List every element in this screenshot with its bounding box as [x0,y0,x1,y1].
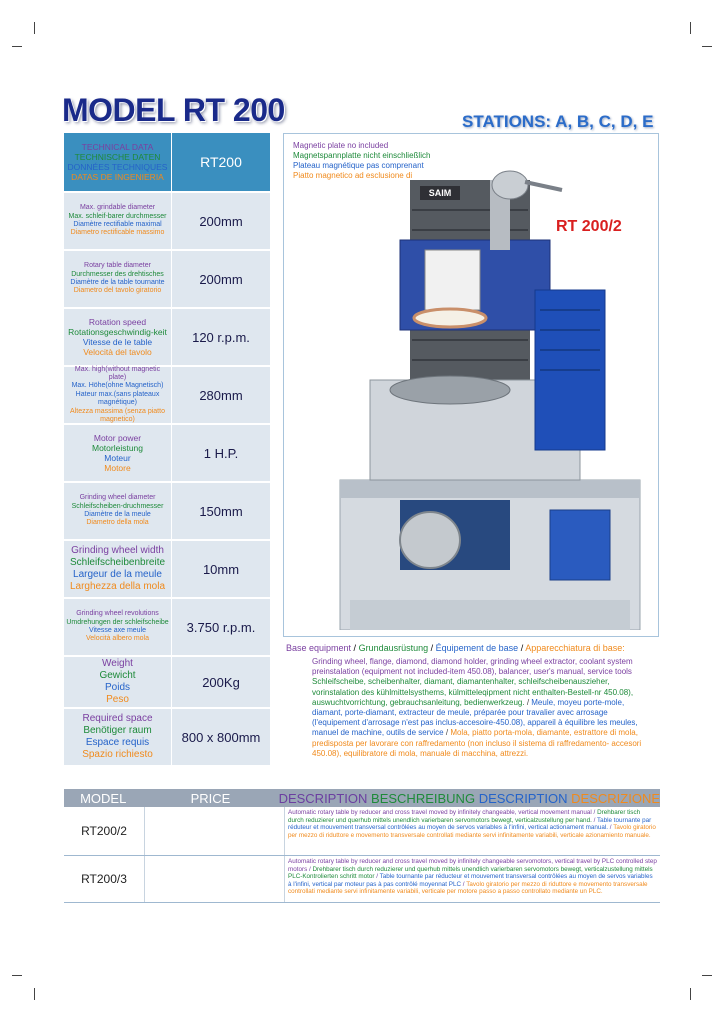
crop-mark [34,22,35,34]
spec-row [64,309,270,365]
stations-heading: STATIONS: A, B, C, D, E [462,112,654,131]
spec-row [64,657,270,707]
base-equipment-text: Grinding wheel, flange, diamond, diamond holder, grinding wheel extractor, coolant system preinstalation (equipment not included-item 450.08), balancer, user's manual, service tools Schleifscheibe, scheibenhalter, diamant, diamantenhalter, schleifscheibenauszieher, vorinstalation des kühlmittelsysthems, külmitteleqipment nicht enthalten-Bestell-nr 450.08), auswuchtvorrichtung, gebrauchsanleitung, bedienwerkzeug. / Meule, moyeu porte-mole, diamant, porte-diamant, extracteur de meule, préparée pour travalier avec arrosage (l'equipement d'arrosage n'est pas inclus-accesoire-450.08), appareil à équilibre les meules, manuel de machine, outils de service / Mola, piatto porta-mola, diamante, estrattore di mola, predisposta per lavorare con raffredamento (non incluso il sistema di raffredamento- accesori 450.08), equilibratore di mola, manuale di macchina, attrezzi. [312,657,642,758]
price-table [64,789,660,903]
row-description: Automatic rotary table by reducer and cross travel moved by infinitely changeable servomotors, vertical travel by PLC controlled step motors / Drehbarer tisch durch reduzierer und querhub mittels unendlich varierbaren servomotors bewegt, verticalzustellung mittels PLC-Kontrolierten schritt motor / Table tournante par réducteur et mouvement transversal contrôlées au moyen de servos variables à l'infini, vertical par moteur pas à pas contrôlé moyennat PLC / Tavolo giratorio per mezzo di riduttore e movemento transversale controllati mediante servi infinitamente variabili, verticale per motore passo a passo controllato mediante un PLC. [288,858,657,896]
spec-label-line: Velocità albero mola [85,635,150,643]
spec-label-line: Diamètre rectifiable maximal [73,221,162,228]
heading-part: Grundausrüstung [358,643,429,653]
spec-row [64,251,270,307]
spec-table-header [64,133,270,191]
spec-label-line: Rotary table diameter [84,262,151,270]
info-plate [425,250,480,310]
spec-label-line: Moteur [104,453,131,463]
base-feet [350,600,630,630]
spec-row [64,367,270,423]
spec-label-line: Motor power [93,432,142,443]
spec-value: 10mm [172,541,270,597]
spec-label-line: Benötiger raum [83,725,152,736]
crop-mark [690,988,691,1000]
spec-label-line: Weight [102,658,133,669]
heading-part: Équipement de base [435,643,519,653]
spec-label-line: Spazio richiesto [82,749,153,760]
spec-value: 3.750 r.p.m. [172,599,270,655]
spec-label-line: Altezza massima (senza piatto magnetico) [70,407,165,423]
spec-label-line: Umdrehungen der schleifscheibe [66,618,169,626]
spec-label-line: Required space [82,713,153,724]
crop-mark [702,975,712,976]
note-line: Magnetspannplatte nicht einschließlich [293,151,431,160]
spec-value: 1 H.P. [172,425,270,481]
crop-mark [702,46,712,47]
crop-mark [34,988,35,1000]
desc-header-part: DESCRIZIONE [571,790,660,806]
machine-brand: SAIM [420,186,460,200]
desc-en: Automatic rotary table by reducer and cross travel moved by infinitely changeable servomotors, vertical travel by PLC controlled step motors [288,858,657,873]
spec-label-line: Schleifscheibenbreite [69,557,166,568]
spec-row [64,193,270,249]
spec-value: 200Kg [172,657,270,707]
front-handwheel [400,512,460,568]
spec-row [64,425,270,481]
spec-label-line: Hateur max.(sans plateaux magnétique) [75,390,160,407]
handwheel-handle [525,182,562,190]
desc-it: Tavolo giratorio per mezzo di riduttore e movemento transversale controllati mediante servi infinitamente variabili, verticale per motore passo a passo controllato mediante un PLC. [288,880,648,896]
spec-label-line: DATAS DE INGENIERIA [71,172,164,183]
desc-de: Drehbarer tisch durch reduzierer und querhub mittels unendlich varierbaren servomotors bewegt, verticalzustellung per hand. [288,809,641,824]
row-price [144,856,285,902]
crop-mark [12,975,22,976]
spec-label-line: Max. Höhe(ohne Magnetisch) [71,382,164,390]
spec-row [64,599,270,655]
page-title: MODEL RT 200 [62,92,285,128]
note-line: Piatto magnetico ad esclusione di [293,171,413,180]
spec-label-line: Max. grindable diameter [79,204,156,212]
spec-value: 800 x 800mm [172,709,270,765]
spec-label-line: Diametro della mola [86,519,149,527]
desc-en: Automatic rotary table by reducer and cross travel moved by infinitely changeable, vertical movement manual [288,809,592,816]
spec-value: 120 r.p.m. [172,309,270,365]
heading-part: Apparecchiatura di base: [525,643,625,653]
spec-label-line: DONNÉES TECHNIQUES [67,162,168,172]
spec-label-line: Rotation speed [88,316,147,327]
spec-value: 150mm [172,483,270,539]
base-text-de: Schleifscheibe, scheibenhalter, diamant, diamantenhalter, schleifscheibenauszieher, vorinstalation des kühlmittelsysthems, külmitteleqipment nicht enthalten-Bestell-nr 450.08), auswuchtvorrichtung, gebrauchsanleitung, bedienwerkzeug. [312,677,634,707]
base-text-fr: Meule, moyeu porte-mole, diamant, porte-diamant, extracteur de meule, préparée pour travalier avec arrosage (l'equipement d'arrosage n'est pas inclus-accesoire-450.08), appareil à équilibre les meules, manuel de machine, outils de service [312,697,638,738]
row-description: Automatic rotary table by reducer and cross travel moved by infinitely changeable, vertical movement manual / Drehbarer tisch durch reduzierer und querhub mittels unendlich varierbaren servomotors bewegt, verticalzustellung per hand. / Table tournante par réduteur et mouvement transversal contrôlées au moyen de servos variables à l'infini, vertical actionament manual. / Tavolo giratorio per mezzo di riduttore e movemento transversale controllati mediante servi infinitamente variabili, verticale azionamiento manuale. [288,809,656,839]
spec-row [64,483,270,539]
spec-label-line: Motore [104,463,131,474]
desc-it: Tavolo giratorio per mezzo di riduttore e movemento transversale controllati mediante servi infinitamente variabili, verticale azionamiento manuale. [288,824,656,839]
row-model: RT200/2 [81,824,127,838]
spec-label-line: Diamètre de la table tournante [70,279,165,286]
desc-header-part: DESCRIPTION [478,790,568,806]
spec-label-line: Diametro del tavolo giratorio [73,287,162,295]
note-line: Plateau magnétique pas comprenant [293,161,424,170]
spec-row [64,541,270,597]
desc-header-part: DESCRIPTION [278,790,368,806]
spec-label-line: TECHNISCHE DATEN [74,151,161,162]
grinding-wheel [414,309,486,327]
crop-mark [690,22,691,34]
spec-label-line: Larghezza della mola [69,581,166,592]
table-row [64,856,660,903]
heading-part: Base equipment [286,643,352,653]
row-price [144,807,285,855]
machine-model-label: RT 200/2 [556,218,622,235]
spec-label-line: Max. schleif-barer durchmesser [68,212,167,220]
control-box [550,510,610,580]
spec-label-line: Rotationsgeschwindig-keit [68,326,167,337]
spec-label-line: Diametro rectificable massimo [70,229,165,237]
spec-label-line: Largeur de la meule [73,569,162,580]
spec-label-line: Velocità del tavolo [83,347,152,358]
header-price: PRICE [190,790,231,806]
spec-label-line: Gewicht [99,670,136,681]
note-line: Magnetic plate no included [293,141,389,150]
base-text-it: Mola, piatto porta-mola, diamante, estrattore di mola, predisposta per lavorare con raffredamento (non incluso il sistema di raffredamento- accesori 450.08), equilibratore di mola, manuale di macchina, attrezzi. [312,728,642,758]
spec-label-line: Max. high(without magnetic plate) [74,365,161,382]
price-table-header [64,789,660,807]
desc-fr: Table tournante par réducteur et mouvement transversal contrôlées au moyen de servos variables à l'infini, vertical par moteur pas à pas contrôlé moyennat PLC [288,873,653,888]
spec-label-line: Motorleistung [91,442,144,453]
spec-label-line: Grinding wheel diameter [79,494,156,502]
spec-label-line: Grinding wheel width [71,545,164,556]
desc-de: Drehbarer tisch durch reduzierer und querhub mittels unendlich varierbaren servomotors bewegt, verticalzustellung mittels PLC-Kontrolierten schritt motor [288,865,653,881]
desc-header-part: BESCHREIBUNG [371,790,476,806]
desc-fr: Table tournante par réduteur et mouvement transversal contrôlées au moyen de servos variables à l'infini, vertical actionament manual. [288,816,652,832]
spec-label-line: Grinding wheel revolutions [76,610,159,618]
base-equipment-heading: Base equipment / Grundausrüstung / Équipement de base / Apparecchiatura di base: [286,643,625,653]
spec-value: 280mm [172,367,270,423]
spec-label-line: Vitesse axe meule [88,627,147,634]
spec-label-line: Poids [104,682,130,693]
spec-label-line: Vitesse de le table [82,337,153,347]
table-row [64,807,660,856]
header-description [279,789,660,807]
magnetic-plate-note [293,141,430,181]
spec-label-line: Durchmesser des drehtisches [71,270,164,278]
spec-model-value: RT200 [172,133,270,191]
base-cabinet-shade [340,480,640,498]
row-model: RT200/3 [81,872,127,886]
header-model: MODEL [80,790,127,806]
rotary-table [390,376,510,404]
spec-label-line: Peso [106,694,129,705]
base-text-en: Grinding wheel, flange, diamond, diamond holder, grinding wheel extractor, coolant system preinstalation (equipment not included-item 450.08), balancer, user's manual, service tools [312,657,633,677]
spec-value: 200mm [172,193,270,249]
spec-row [64,709,270,765]
crop-mark [12,46,22,47]
handwheel [492,171,528,199]
spec-label-line: Diamètre de la meule [84,511,151,518]
spec-label-line: Espace requis [85,737,150,748]
spec-value: 200mm [172,251,270,307]
spec-label-line: Schleifscheiben-druchmesser [71,502,164,510]
spec-label-line: TECHNICAL DATA [81,141,154,152]
